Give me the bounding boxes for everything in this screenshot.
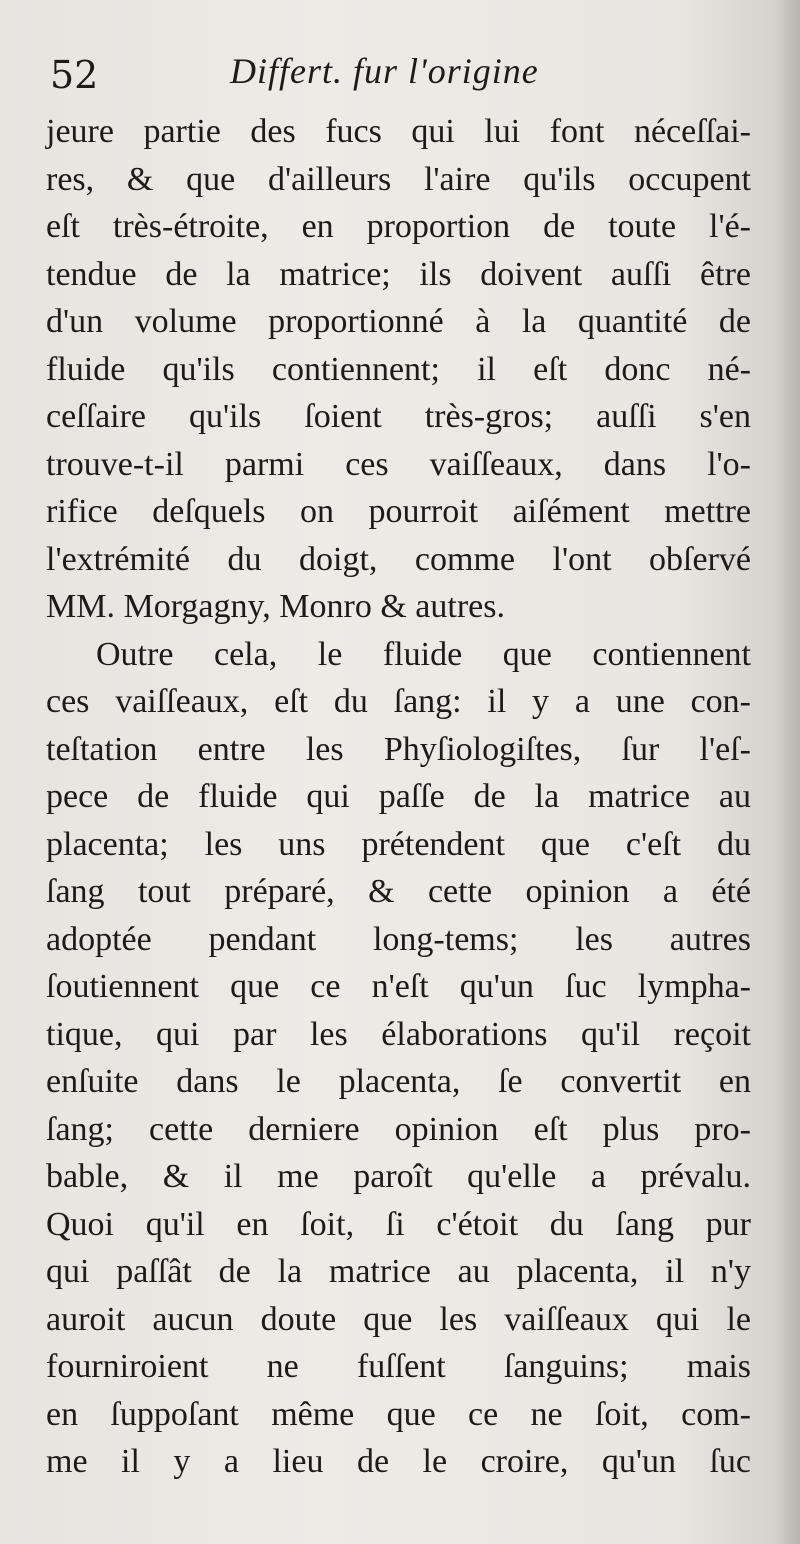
page-header: [50, 44, 750, 104]
text-line: en ſuppoſant même que ce ne ſoit, com-: [46, 1395, 751, 1433]
text-line: rifice deſquels on pourroit aiſément mettre: [46, 493, 751, 530]
text-line: ſoutiennent que ce n'eſt qu'un ſuc lympha-: [46, 968, 751, 1005]
text-line: me il y a lieu de le croire, qu'un ſuc: [46, 1443, 751, 1480]
paragraph-start-line: Outre cela, le fluide que contiennent: [96, 635, 751, 673]
text-line: l'extrémité du doigt, comme l'ont obſervé: [46, 540, 751, 578]
text-line: placenta; les uns prétendent que c'eſt du: [46, 825, 751, 863]
text-line: fluide qu'ils contiennent; il eſt donc né-: [46, 350, 751, 388]
text-line: d'un volume proportionné à la quantité de: [46, 303, 751, 340]
text-line: auroit aucun doute que les vaiſſeaux qui le: [46, 1300, 751, 1338]
text-line: ces vaiſſeaux, eſt du ſang: il y a une con-: [46, 683, 751, 720]
page-number: 52: [50, 53, 99, 97]
text-line: Quoi qu'il en ſoit, ſi c'étoit du ſang pur: [46, 1205, 751, 1243]
body-text: [46, 108, 751, 1486]
text-line: jeure partie des fucs qui lui font néceſſai-: [46, 113, 751, 150]
text-line: ſang tout préparé, & cette opinion a été: [46, 873, 751, 910]
text-line: tique, qui par les élaborations qu'il reçoit: [46, 1015, 751, 1053]
text-line: eſt très-étroite, en proportion de toute l'é-: [46, 208, 751, 245]
text-line: pece de fluide qui paſſe de la matrice au: [46, 778, 751, 815]
text-line: MM. Morgagny, Monro & autres.: [46, 588, 505, 625]
text-line: bable, & il me paroît qu'elle a prévalu.: [46, 1158, 751, 1195]
text-line: ſang; cette derniere opinion eſt plus pro-: [46, 1110, 751, 1148]
text-line: qui paſſât de la matrice au placenta, il n'y: [46, 1253, 751, 1290]
text-line: teſtation entre les Phyſiologiſtes, ſur l'eſ-: [46, 730, 751, 768]
text-line: tendue de la matrice; ils doivent auſſi être: [46, 255, 751, 293]
text-line: adoptée pendant long-tems; les autres: [46, 920, 751, 958]
text-line: trouve-t-il parmi ces vaiſſeaux, dans l'o-: [46, 445, 751, 483]
running-head: Differt. fur l'origine: [230, 51, 539, 91]
text-line: enſuite dans le placenta, ſe convertit en: [46, 1063, 751, 1100]
text-line: ceſſaire qu'ils ſoient très-gros; auſſi s'en: [46, 398, 751, 435]
text-line: res, & que d'ailleurs l'aire qu'ils occupent: [46, 160, 751, 198]
text-line: fourniroient ne fuſſent ſanguins; mais: [46, 1348, 751, 1385]
page-edge-shadow: [774, 0, 800, 1544]
